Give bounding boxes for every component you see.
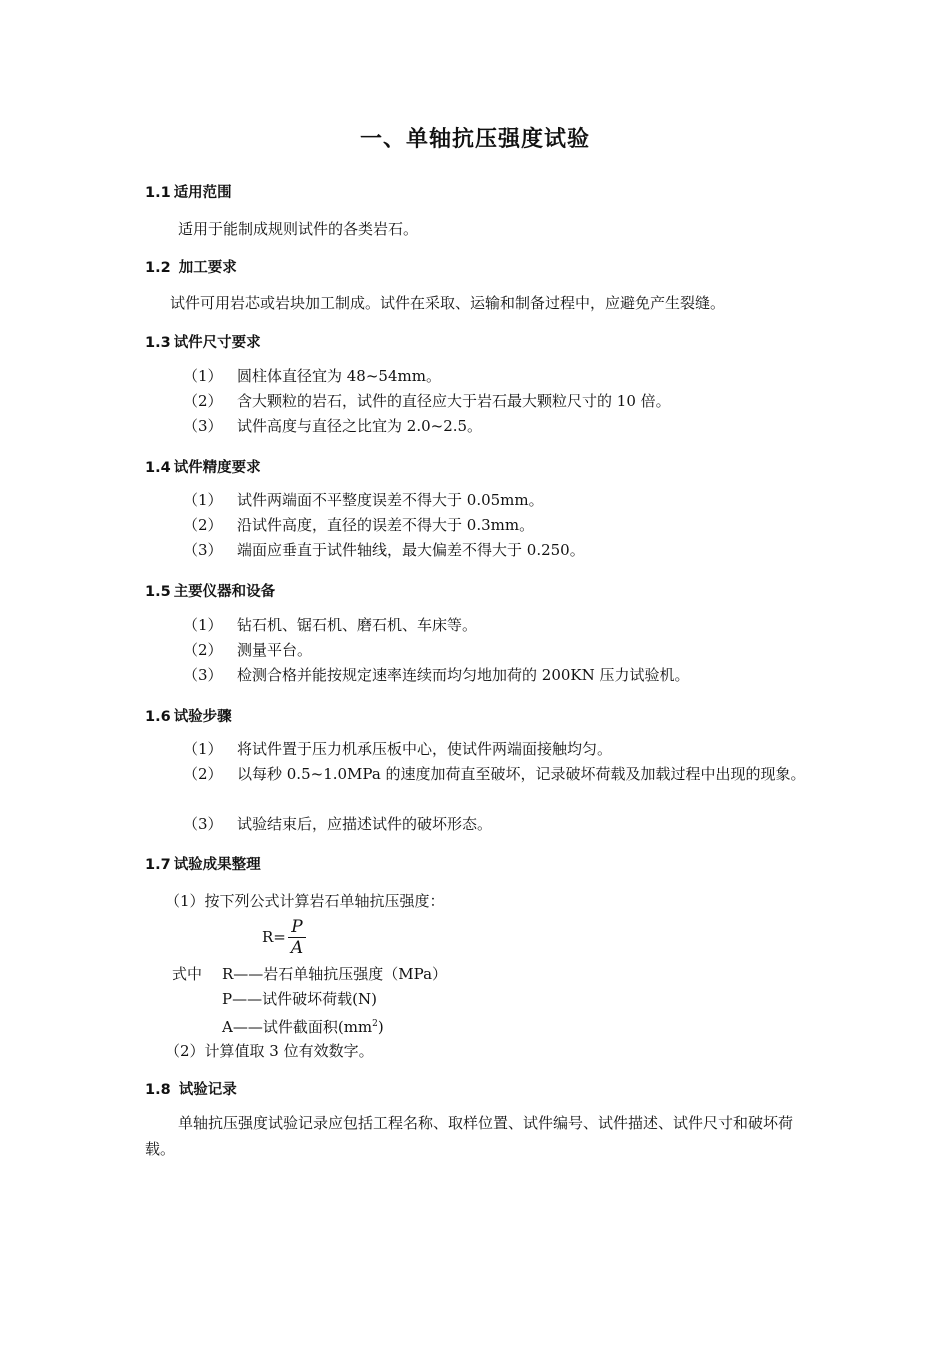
variable-symbol: P <box>222 990 233 1008</box>
list-number: （1） <box>183 616 223 634</box>
list-text: 沿试件高度，直径的误差不得大于 0.3mm。 <box>237 516 535 534</box>
section-title: 适用范围 <box>173 185 232 201</box>
section-number: 1.5 <box>145 584 171 600</box>
formula-numerator: P <box>291 916 303 937</box>
section-title: 主要仪器和设备 <box>173 584 276 600</box>
list-text: 端面应垂直于试件轴线，最大偏差不得大于 0.250。 <box>237 541 585 559</box>
variable-description-tail: ) <box>377 1018 384 1036</box>
section-heading-1-8 <box>145 1078 237 1099</box>
list-text: 含大颗粒的岩石，试件的直径应大于岩石最大颗粒尺寸的 10 倍。 <box>237 392 671 410</box>
list-item <box>183 364 813 389</box>
list-number: （3） <box>183 666 223 684</box>
list-item <box>183 488 813 513</box>
section-title: 试验成果整理 <box>173 857 261 873</box>
variable-symbol: A <box>222 1018 233 1036</box>
section-heading-1-4 <box>145 456 261 477</box>
formula-fraction <box>288 917 306 958</box>
list-item <box>183 538 813 563</box>
variable-description: ——试件破坏荷载(N) <box>232 990 377 1008</box>
list-text: 圆柱体直径宜为 48~54mm。 <box>237 367 441 385</box>
list-number: （1） <box>183 491 223 509</box>
list-number: （3） <box>183 815 223 833</box>
list-item <box>183 638 813 663</box>
paragraph-processing: 试件可用岩芯或岩块加工制成。试件在采取、运输和制备过程中，应避免产生裂缝。 <box>170 294 726 312</box>
section-heading-1-5 <box>145 580 275 601</box>
results-step-2: （2）计算值取 3 位有效数字。 <box>165 1042 374 1060</box>
section-number: 1.7 <box>145 857 171 873</box>
section-number: 1.1 <box>145 185 171 201</box>
list-text: 试件两端面不平整度误差不得大于 0.05mm。 <box>237 491 544 509</box>
section-title: 试验记录 <box>178 1082 237 1098</box>
section-number: 1.4 <box>145 460 171 476</box>
section-heading-1-2 <box>145 256 237 277</box>
list-text: 检测合格并能按规定速率连续而均匀地加荷的 200KN 压力试验机。 <box>237 666 690 684</box>
variable-description: ——试件截面积(mm <box>232 1018 373 1036</box>
section-heading-1-3 <box>145 331 261 352</box>
list-item <box>183 663 813 688</box>
list-item <box>183 613 813 638</box>
results-step-1: （1）按下列公式计算岩石单轴抗压强度： <box>165 892 445 910</box>
section-title: 试验步骤 <box>173 709 232 725</box>
list-number: （1） <box>183 740 223 758</box>
section-title: 试件尺寸要求 <box>173 335 261 351</box>
section-title: 加工要求 <box>178 260 237 276</box>
section-heading-1-1 <box>145 181 232 202</box>
list-number: （3） <box>183 541 223 559</box>
variable-row <box>172 962 447 987</box>
strength-formula <box>262 912 306 962</box>
formula-lhs: R= <box>262 928 286 946</box>
list-item <box>183 737 813 762</box>
variable-row <box>172 987 447 1012</box>
variable-description: ——岩石单轴抗压强度（MPa） <box>233 965 448 983</box>
list-text: 试件高度与直径之比宜为 2.0~2.5。 <box>237 417 483 435</box>
list-number: （2） <box>183 641 223 659</box>
list-text: 钻石机、锯石机、磨石机、车床等。 <box>237 616 478 634</box>
variable-definitions <box>172 962 447 1037</box>
section-number: 1.2 <box>145 260 171 276</box>
section-number: 1.3 <box>145 335 171 351</box>
section-number: 1.6 <box>145 709 171 725</box>
list-number: （2） <box>183 765 223 783</box>
section-heading-1-7 <box>145 853 261 874</box>
section-heading-1-6 <box>145 705 232 726</box>
list-item <box>183 389 813 414</box>
where-label: 式中 <box>172 965 203 983</box>
section-title: 试件精度要求 <box>173 460 261 476</box>
list-number: （2） <box>183 516 223 534</box>
list-text: 测量平台。 <box>237 641 313 659</box>
paragraph-scope: 适用于能制成规则试件的各类岩石。 <box>178 220 419 238</box>
list-text: 将试件置于压力机承压板中心，使试件两端面接触均匀。 <box>237 740 613 758</box>
list-item <box>183 414 813 439</box>
formula-denominator: A <box>290 937 304 958</box>
list-number: （3） <box>183 417 223 435</box>
list-item <box>183 513 813 538</box>
paragraph-record: 单轴抗压强度试验记录应包括工程名称、取样位置、试件编号、试件描述、试件尺寸和破坏荷载。 <box>145 1114 794 1158</box>
list-number: （2） <box>183 392 223 410</box>
list-item <box>183 812 813 837</box>
section-number: 1.8 <box>145 1082 171 1098</box>
page-title: 一、单轴抗压强度试验 <box>359 127 590 152</box>
variable-symbol: R <box>222 965 234 983</box>
list-number: （1） <box>183 367 223 385</box>
list-text: 试验结束后，应描述试件的破坏形态。 <box>237 815 493 833</box>
list-item <box>183 762 813 787</box>
variable-row <box>172 1012 447 1037</box>
list-text: 以每秒 0.5~1.0MPa 的速度加荷直至破坏，记录破坏荷载及加载过程中出现的现象。 <box>237 765 806 783</box>
superscript: 2 <box>372 1019 378 1029</box>
